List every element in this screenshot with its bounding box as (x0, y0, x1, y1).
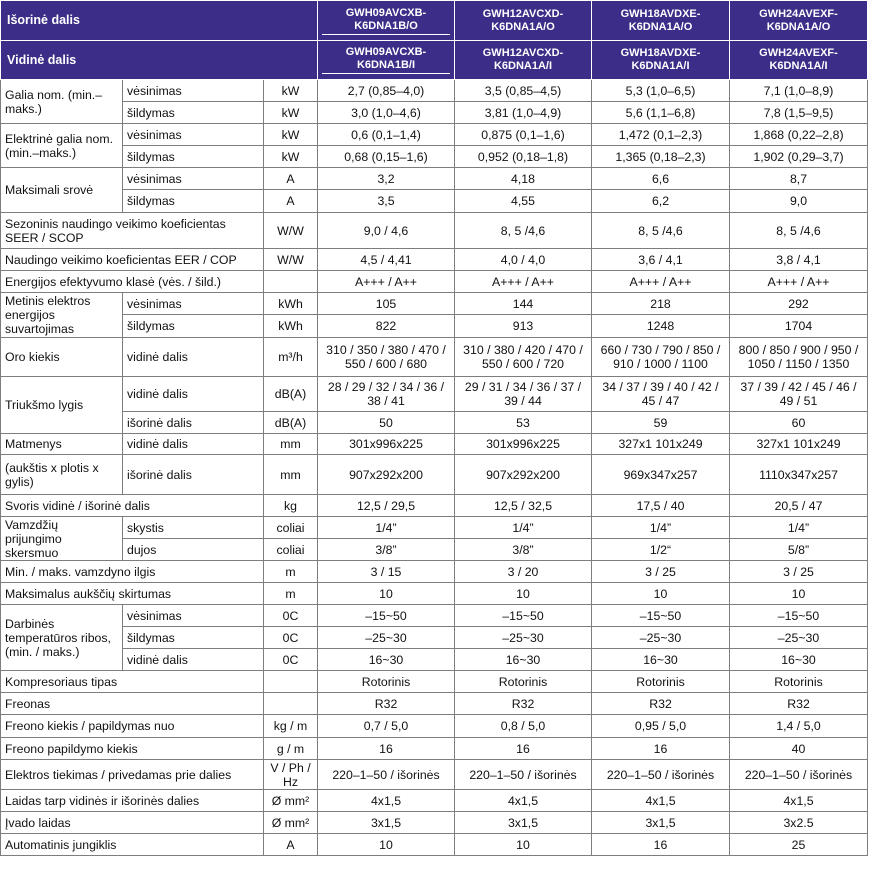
spec-value: R32 (730, 693, 868, 715)
model-header-cell (730, 1, 868, 41)
indoor-model-code: GWH24AVEXF-K6DNA1A/I (759, 47, 838, 72)
spec-sublabel: vidinė dalis (123, 377, 264, 412)
spec-value: 4,55 (455, 190, 592, 213)
spec-value: 7,8 (1,5–9,5) (730, 102, 868, 124)
outdoor-model-code: GWH09AVCXB-K6DNA1B/O (322, 7, 450, 35)
spec-value: 6,2 (592, 190, 730, 213)
spec-value: 3x1,5 (592, 812, 730, 834)
spec-value: 16 (592, 834, 730, 856)
spec-unit: kg (264, 495, 318, 517)
spec-value: Rotorinis (455, 671, 592, 693)
spec-value: 20,5 / 47 (730, 495, 868, 517)
spec-unit: g / m (264, 738, 318, 760)
spec-value: –25~30 (592, 627, 730, 649)
spec-value: 327x1 101x249 (592, 434, 730, 455)
spec-row (1, 649, 868, 671)
spec-value: 37 / 39 / 42 / 45 / 46 / 49 / 51 (730, 377, 868, 412)
spec-value: 1,472 (0,1–2,3) (592, 124, 730, 146)
spec-value: 40 (730, 738, 868, 760)
spec-value: 10 (455, 834, 592, 856)
spec-value: 1,4 / 5,0 (730, 715, 868, 738)
spec-value: 3x2.5 (730, 812, 868, 834)
spec-value: 5,6 (1,1–6,8) (592, 102, 730, 124)
spec-value: 10 (318, 583, 455, 605)
spec-row (1, 834, 868, 856)
spec-value: 60 (730, 412, 868, 434)
spec-row (1, 583, 868, 605)
spec-value: 4x1,5 (455, 790, 592, 812)
spec-value: 4,5 / 4,41 (318, 249, 455, 271)
spec-value: 3,8 / 4,1 (730, 249, 868, 271)
spec-value: 1/2“ (592, 539, 730, 561)
spec-value: 144 (455, 293, 592, 315)
spec-sublabel: vėsinimas (123, 80, 264, 102)
spec-unit (264, 693, 318, 715)
spec-label: Matmenys (1, 434, 123, 455)
spec-value: 16 (455, 738, 592, 760)
spec-value: 3,2 (318, 168, 455, 190)
spec-value: 3,5 (318, 190, 455, 213)
spec-row (1, 213, 868, 249)
spec-value: 292 (730, 293, 868, 315)
spec-value: 4x1,5 (730, 790, 868, 812)
spec-value: 12,5 / 29,5 (318, 495, 455, 517)
spec-value: 1110x347x257 (730, 455, 868, 495)
spec-unit: W/W (264, 249, 318, 271)
spec-value: 12,5 / 32,5 (455, 495, 592, 517)
spec-value: 16~30 (730, 649, 868, 671)
indoor-model-code: GWH12AVCXD-K6DNA1A/I (482, 47, 564, 72)
spec-row (1, 495, 868, 517)
model-header-cell (455, 1, 592, 41)
spec-value: 9,0 / 4,6 (318, 213, 455, 249)
spec-unit: 0C (264, 627, 318, 649)
spec-row (1, 249, 868, 271)
spec-value: Rotorinis (592, 671, 730, 693)
spec-value: 3/8” (318, 539, 455, 561)
spec-value: 310 / 380 / 420 / 470 / 550 / 600 / 720 (455, 338, 592, 377)
spec-value: 5/8” (730, 539, 868, 561)
spec-row (1, 124, 868, 146)
spec-sublabel: vėsinimas (123, 168, 264, 190)
spec-row (1, 627, 868, 649)
spec-value: 220–1–50 / išorinės (318, 760, 455, 790)
spec-row (1, 271, 868, 293)
spec-value: 327x1 101x249 (730, 434, 868, 455)
spec-unit (264, 671, 318, 693)
spec-sublabel: vėsinimas (123, 605, 264, 627)
spec-value: 218 (592, 293, 730, 315)
spec-value: 0,6 (0,1–1,4) (318, 124, 455, 146)
spec-value: 3/8” (455, 539, 592, 561)
spec-label: Įvado laidas (1, 812, 264, 834)
spec-row (1, 102, 868, 124)
spec-value: 3,81 (1,0–4,9) (455, 102, 592, 124)
spec-value: 34 / 37 / 39 / 40 / 42 / 45 / 47 (592, 377, 730, 412)
spec-value: 59 (592, 412, 730, 434)
model-header-cell (318, 41, 455, 80)
spec-value: 220–1–50 / išorinės (730, 760, 868, 790)
spec-unit: kWh (264, 315, 318, 338)
model-header-cell (318, 1, 455, 41)
spec-value: –25~30 (455, 627, 592, 649)
spec-value: 6,6 (592, 168, 730, 190)
indoor-model-code: GWH09AVCXB-K6DNA1B/I (322, 46, 450, 74)
spec-sublabel: dujos (123, 539, 264, 561)
spec-value: R32 (455, 693, 592, 715)
spec-row (1, 760, 868, 790)
spec-value: R32 (592, 693, 730, 715)
spec-label: Darbinės temperatūros ribos, (min. / maks.) (1, 605, 123, 671)
spec-value: 5,3 (1,0–6,5) (592, 80, 730, 102)
spec-sublabel: vidinė dalis (123, 338, 264, 377)
spec-value: A+++ / A++ (455, 271, 592, 293)
spec-value: 969x347x257 (592, 455, 730, 495)
spec-value: 1,868 (0,22–2,8) (730, 124, 868, 146)
spec-label: Naudingo veikimo koeficientas EER / COP (1, 249, 264, 271)
spec-row (1, 293, 868, 315)
spec-value: 10 (318, 834, 455, 856)
spec-unit: kW (264, 102, 318, 124)
spec-value: 3,5 (0,85–4,5) (455, 80, 592, 102)
spec-value: 8, 5 /4,6 (730, 213, 868, 249)
spec-unit: Ø mm² (264, 790, 318, 812)
spec-value: 1248 (592, 315, 730, 338)
spec-row (1, 412, 868, 434)
spec-value: 8,7 (730, 168, 868, 190)
spec-value: 9,0 (730, 190, 868, 213)
spec-unit: dB(A) (264, 412, 318, 434)
spec-value: 16~30 (455, 649, 592, 671)
spec-unit: kg / m (264, 715, 318, 738)
spec-sublabel: šildymas (123, 315, 264, 338)
spec-value: 0,95 / 5,0 (592, 715, 730, 738)
spec-unit: dB(A) (264, 377, 318, 412)
spec-row (1, 190, 868, 213)
spec-label: Elektros tiekimas / privedamas prie dalies (1, 760, 264, 790)
spec-row (1, 146, 868, 168)
spec-label: Freono papildymo kiekis (1, 738, 264, 760)
spec-unit: 0C (264, 605, 318, 627)
spec-value: 913 (455, 315, 592, 338)
spec-value: 53 (455, 412, 592, 434)
outdoor-unit-label: Išorinė dalis (1, 1, 318, 41)
spec-value: 3x1,5 (318, 812, 455, 834)
spec-value: 310 / 350 / 380 / 470 / 550 / 600 / 680 (318, 338, 455, 377)
spec-value: 8, 5 /4,6 (592, 213, 730, 249)
spec-unit: V / Ph / Hz (264, 760, 318, 790)
spec-value: R32 (318, 693, 455, 715)
spec-value: 16 (318, 738, 455, 760)
spec-value: 3 / 20 (455, 561, 592, 583)
spec-unit: kWh (264, 293, 318, 315)
spec-value: A+++ / A++ (318, 271, 455, 293)
spec-unit: 0C (264, 649, 318, 671)
spec-label: Min. / maks. vamzdyno ilgis (1, 561, 264, 583)
spec-sublabel: šildymas (123, 190, 264, 213)
spec-value: Rotorinis (318, 671, 455, 693)
spec-value: 301x996x225 (455, 434, 592, 455)
spec-label: Vamzdžių prijungimo skersmuo (1, 517, 123, 561)
spec-row (1, 377, 868, 412)
spec-value: 0,952 (0,18–1,8) (455, 146, 592, 168)
spec-unit: Ø mm² (264, 812, 318, 834)
spec-value: –15~50 (730, 605, 868, 627)
spec-unit: A (264, 168, 318, 190)
spec-value: A+++ / A++ (730, 271, 868, 293)
spec-label: Automatinis jungiklis (1, 834, 264, 856)
spec-label: Sezoninis naudingo veikimo koeficientas SEER / SCOP (1, 213, 264, 249)
spec-value: 220–1–50 / išorinės (455, 760, 592, 790)
outdoor-model-code: GWH24AVEXF-K6DNA1A/O (759, 7, 838, 33)
spec-value: 1,365 (0,18–2,3) (592, 146, 730, 168)
spec-value: 1,902 (0,29–3,7) (730, 146, 868, 168)
spec-label: Maksimali srovė (1, 168, 123, 213)
spec-value: 800 / 850 / 900 / 950 / 1050 / 1150 / 1350 (730, 338, 868, 377)
spec-sublabel: šildymas (123, 102, 264, 124)
spec-value: 1/4” (318, 517, 455, 539)
indoor-model-code: GWH18AVDXE-K6DNA1A/I (620, 47, 701, 72)
spec-value: 10 (592, 583, 730, 605)
spec-value: 50 (318, 412, 455, 434)
spec-value: –15~50 (318, 605, 455, 627)
spec-value: 907x292x200 (455, 455, 592, 495)
spec-label: Freonas (1, 693, 264, 715)
spec-sublabel: šildymas (123, 146, 264, 168)
spec-row (1, 715, 868, 738)
spec-label: Energijos efektyvumo klasė (vės. / šild.) (1, 271, 264, 293)
spec-row (1, 539, 868, 561)
spec-value: 660 / 730 / 790 / 850 / 910 / 1000 / 1100 (592, 338, 730, 377)
spec-label: Metinis elektros energijos suvartojimas (1, 293, 123, 338)
spec-sublabel: išorinė dalis (123, 455, 264, 495)
spec-row (1, 338, 868, 377)
spec-unit: kW (264, 124, 318, 146)
spec-value: 3 / 25 (730, 561, 868, 583)
spec-unit: coliai (264, 539, 318, 561)
spec-row (1, 790, 868, 812)
outdoor-model-code: GWH18AVDXE-K6DNA1A/O (620, 7, 701, 33)
spec-unit: kW (264, 146, 318, 168)
spec-row (1, 561, 868, 583)
spec-value: 1/4” (455, 517, 592, 539)
spec-value: 0,8 / 5,0 (455, 715, 592, 738)
spec-value: 7,1 (1,0–8,9) (730, 80, 868, 102)
spec-row (1, 434, 868, 455)
spec-value: 3x1,5 (455, 812, 592, 834)
spec-value: 28 / 29 / 32 / 34 / 36 / 38 / 41 (318, 377, 455, 412)
spec-sublabel: vėsinimas (123, 124, 264, 146)
spec-row (1, 671, 868, 693)
spec-row (1, 517, 868, 539)
spec-unit: kW (264, 80, 318, 102)
spec-value: 907x292x200 (318, 455, 455, 495)
spec-value: 17,5 / 40 (592, 495, 730, 517)
spec-sublabel: šildymas (123, 627, 264, 649)
spec-label: Galia nom. (min.–maks.) (1, 80, 123, 124)
spec-row (1, 455, 868, 495)
spec-label: Laidas tarp vidinės ir išorinės dalies (1, 790, 264, 812)
indoor-unit-label: Vidinė dalis (1, 41, 318, 80)
spec-unit: coliai (264, 517, 318, 539)
spec-value: 301x996x225 (318, 434, 455, 455)
spec-value: 105 (318, 293, 455, 315)
spec-label: (aukštis x plotis x gylis) (1, 455, 123, 495)
spec-value: 10 (730, 583, 868, 605)
spec-label: Maksimalus aukščių skirtumas (1, 583, 264, 605)
spec-value: –15~50 (455, 605, 592, 627)
spec-row (1, 315, 868, 338)
outdoor-model-code: GWH12AVCXD-K6DNA1A/O (482, 7, 564, 33)
spec-label: Svoris vidinė / išorinė dalis (1, 495, 264, 517)
spec-value: 25 (730, 834, 868, 856)
spec-value: 1/4” (592, 517, 730, 539)
spec-value: 4,18 (455, 168, 592, 190)
spec-value: 16 (592, 738, 730, 760)
spec-sublabel: išorinė dalis (123, 412, 264, 434)
model-header-cell (592, 41, 730, 80)
model-header-cell (455, 41, 592, 80)
spec-row (1, 738, 868, 760)
spec-value: 16~30 (592, 649, 730, 671)
model-header-cell (730, 41, 868, 80)
spec-row (1, 812, 868, 834)
spec-unit: A (264, 834, 318, 856)
model-header-cell (592, 1, 730, 41)
spec-label: Triukšmo lygis (1, 377, 123, 434)
spec-value: 16~30 (318, 649, 455, 671)
spec-sublabel: vidinė dalis (123, 649, 264, 671)
spec-value: –25~30 (730, 627, 868, 649)
spec-value: 29 / 31 / 34 / 36 / 37 / 39 / 44 (455, 377, 592, 412)
spec-unit: m (264, 561, 318, 583)
spec-unit (264, 271, 318, 293)
spec-value: 220–1–50 / išorinės (592, 760, 730, 790)
spec-value: 822 (318, 315, 455, 338)
spec-value: 0,7 / 5,0 (318, 715, 455, 738)
spec-sublabel: skystis (123, 517, 264, 539)
outdoor-header-row (1, 1, 868, 41)
spec-row (1, 80, 868, 102)
spec-value: 4,0 / 4,0 (455, 249, 592, 271)
spec-sublabel: vidinė dalis (123, 434, 264, 455)
spec-value: Rotorinis (730, 671, 868, 693)
spec-value: 3 / 15 (318, 561, 455, 583)
spec-value: 4x1,5 (318, 790, 455, 812)
spec-row (1, 605, 868, 627)
spec-value: –25~30 (318, 627, 455, 649)
spec-value: 3,6 / 4,1 (592, 249, 730, 271)
spec-value: 3 / 25 (592, 561, 730, 583)
spec-value: 10 (455, 583, 592, 605)
spec-value: 0,68 (0,15–1,6) (318, 146, 455, 168)
spec-value: 1704 (730, 315, 868, 338)
spec-value: –15~50 (592, 605, 730, 627)
spec-unit: mm (264, 455, 318, 495)
spec-unit: m (264, 583, 318, 605)
spec-value: 4x1,5 (592, 790, 730, 812)
spec-row (1, 693, 868, 715)
spec-value: 8, 5 /4,6 (455, 213, 592, 249)
spec-value: 1/4” (730, 517, 868, 539)
spec-unit: A (264, 190, 318, 213)
spec-value: 3,0 (1,0–4,6) (318, 102, 455, 124)
spec-unit: mm (264, 434, 318, 455)
spec-value: A+++ / A++ (592, 271, 730, 293)
spec-label: Oro kiekis (1, 338, 123, 377)
spec-label: Freono kiekis / papildymas nuo (1, 715, 264, 738)
spec-label: Kompresoriaus tipas (1, 671, 264, 693)
spec-value: 0,875 (0,1–1,6) (455, 124, 592, 146)
indoor-header-row (1, 41, 868, 80)
spec-sublabel: vėsinimas (123, 293, 264, 315)
spec-unit: m³/h (264, 338, 318, 377)
spec-unit: W/W (264, 213, 318, 249)
spec-row (1, 168, 868, 190)
spec-label: Elektrinė galia nom. (min.–maks.) (1, 124, 123, 168)
spec-value: 2,7 (0,85–4,0) (318, 80, 455, 102)
